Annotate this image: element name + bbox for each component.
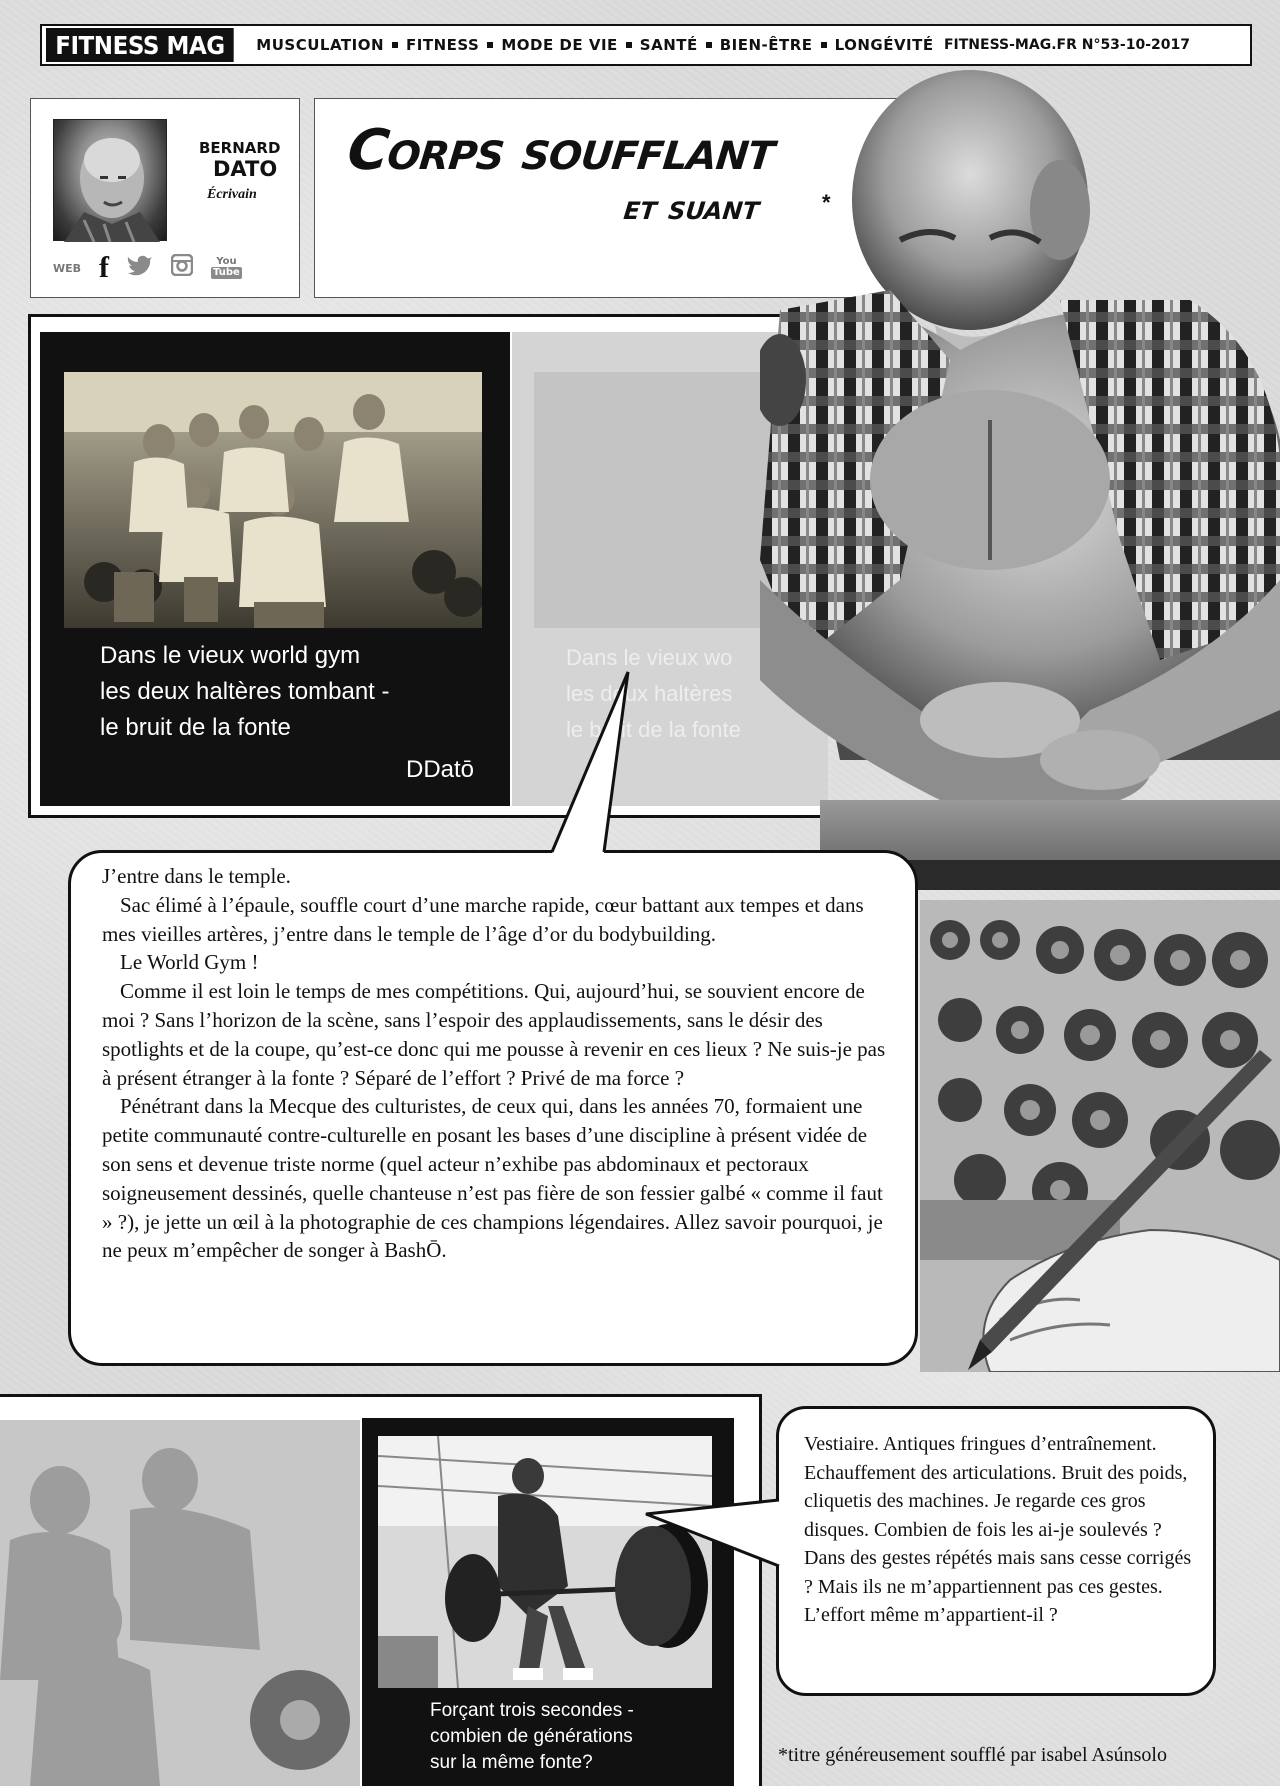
haiku-line: sur la même fonte? — [430, 1752, 593, 1773]
article-title-line1: Corps soufflant — [344, 118, 778, 183]
issue-info: FITNESS-MAG.FR N°53-10-2017 — [943, 37, 1190, 53]
author-box — [30, 98, 300, 298]
twitter-icon[interactable] — [127, 254, 153, 282]
haiku-line: les deux haltères tombant - — [100, 678, 390, 705]
title-footnote: *titre généreusement soufflé par isabel Asúnsolo — [778, 1744, 1167, 1766]
story-paragraph: Le World Gym ! — [120, 950, 259, 975]
nav-item-musculation[interactable]: MUSCULATION — [256, 36, 385, 54]
magazine-logo[interactable]: FITNESS MAG — [46, 28, 234, 62]
haiku-text — [100, 638, 480, 746]
speech-bubble-tail — [640, 1494, 790, 1574]
locker-room-text: Vestiaire. Antiques fringues d’entraînement. Echauffement des articulations. Bruit des poids, cliquetis des machines. Je regarde ces gros disques. Combien de fois les ai-je soulevés ? Dans des gestes répétés mais sans cesse corrigés ? Mais ils ne m’appartiennent pas ces gestes. L’effort même m’appartient-il ? — [804, 1433, 1192, 1626]
nav-separator — [392, 42, 398, 48]
nav-item-fitness[interactable]: FITNESS — [406, 36, 480, 54]
nav-separator — [821, 42, 827, 48]
haiku-line: Dans le vieux world gym — [100, 642, 361, 669]
instagram-icon[interactable] — [171, 254, 193, 282]
nav-separator — [487, 42, 493, 48]
story-text — [102, 862, 892, 1265]
nav-separator — [626, 42, 632, 48]
facebook-icon[interactable]: f — [99, 251, 110, 284]
story-paragraph: J’entre dans le temple. — [102, 864, 291, 888]
world-gym-group-photo — [64, 372, 482, 628]
author-avatar — [53, 119, 167, 241]
faded-bodybuilders-photo — [0, 1420, 360, 1786]
title-footnote-marker: * — [822, 190, 831, 215]
nav-item-bien-etre[interactable]: BIEN-ÊTRE — [719, 36, 813, 54]
story-paragraph: Comme il est loin le temps de mes compétitions. Qui, aujourd’hui, se souvient encore de moi ? Sans l’horizon de la scène, sans l’espoir des applaudissements, sans le désir des spotlights et de la coupe, qu’est-ce donc qui me pousse à revenir en ces lieux ? Ne suis-je pas à présent étranger à la fonte ? Séparé de l’effort ? Privé de ma force ? — [102, 979, 886, 1090]
author-role: Écrivain — [207, 187, 257, 202]
gym-dumbbells-sketch — [920, 900, 1280, 1372]
speech-bubble-tail — [460, 668, 660, 858]
web-label[interactable]: WEB — [53, 261, 82, 275]
nav-item-mode-de-vie[interactable]: MODE DE VIE — [501, 36, 618, 54]
haiku-text-deadlift — [430, 1698, 720, 1776]
author-portrait-photo — [760, 60, 1280, 890]
haiku-line: le bruit de la fonte — [100, 714, 291, 741]
youtube-icon[interactable] — [211, 257, 242, 279]
article-title-line2: et suant — [621, 188, 762, 228]
story-paragraph: Sac élimé à l’épaule, souffle court d’une marche rapide, cœur battant aux tempes et dans mes vieilles artères, j’entre dans le temple de l’âge d’or du bodybuilding. — [102, 892, 864, 946]
author-first-name: BERNARD — [199, 139, 281, 157]
faded-haiku-line: Dans le vieux wo — [566, 645, 733, 670]
nav-separator — [706, 42, 712, 48]
youtube-label-bottom: Tube — [213, 267, 240, 278]
faded-haiku-line: le bruit de la fonte — [566, 717, 741, 742]
section-nav — [246, 36, 933, 54]
social-links — [53, 251, 242, 285]
story-paragraph: Pénétrant dans la Mecque des culturistes, de ceux qui, dans les années 70, formaient une petite communauté contre-culturelle en posant les bases d’une discipline à présent vidée de son sens et devenue triste norme (quel acteur n’exhibe pas abdominaux et pectoraux soigneusement dessinés, quelle chanteuse n’est pas fière de son fessier galbé « comme il faut » ?), je jette un œil à la photographie de ces champions légendaires. Allez savoir pourquoi, je ne peux m’empêcher de songer à BashŌ. — [102, 1094, 883, 1263]
faded-haiku-line: les deux haltères — [566, 681, 733, 706]
haiku-line: Forçant trois secondes - — [430, 1700, 634, 1721]
nav-item-longevite[interactable]: LONGÉVITÉ — [834, 36, 934, 54]
youtube-label-top: You — [216, 256, 237, 267]
nav-item-sante[interactable]: SANTÉ — [639, 36, 698, 54]
haiku-signature: DDatō — [406, 756, 475, 783]
author-last-name: DATO — [213, 157, 278, 181]
haiku-line: combien de générations — [430, 1726, 633, 1747]
